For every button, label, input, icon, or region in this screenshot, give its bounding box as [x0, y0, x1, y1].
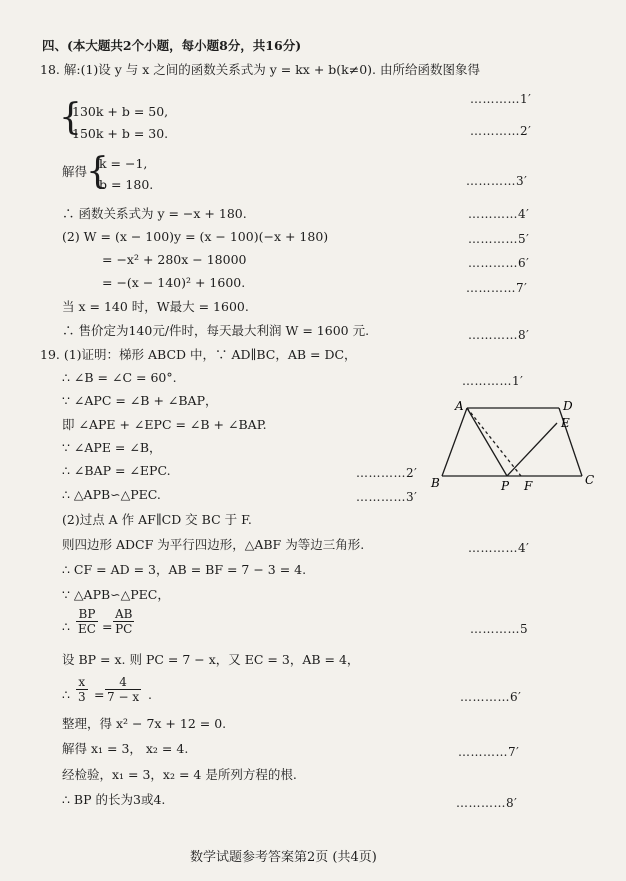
score-mark: …………5 [470, 622, 529, 636]
score-mark: …………4′ [468, 541, 530, 555]
equation-line: 130k + b = 50, [72, 104, 169, 119]
w-line: (2) W = (x − 100)y = (x − 100)(−x + 180) [62, 229, 329, 244]
q19-line: 即 ∠APE + ∠EPC = ∠B + ∠BAP. [62, 417, 267, 432]
q19-line: 经检验，x₁ = 3，x₂ = 4 是所列方程的根. [62, 767, 297, 782]
label-f: F [524, 479, 533, 492]
score-mark: …………8′ [456, 796, 518, 810]
left-brace: { [59, 97, 82, 138]
score-mark: …………3′ [466, 174, 528, 188]
score-mark: …………4′ [468, 207, 530, 221]
w-line: = −(x − 140)² + 1600. [102, 275, 246, 290]
score-mark: …………6′ [468, 256, 530, 270]
trapezoid-figure [426, 396, 606, 492]
q19-line: 则四边形 ADCF 为平行四边形，△ABF 为等边三角形. [62, 537, 365, 552]
score-mark: …………5′ [468, 232, 530, 246]
q19-line: ∵ ∠APE = ∠B， [62, 440, 162, 455]
therefore-symbol: ∴ [62, 619, 70, 634]
label-c: C [585, 473, 595, 487]
q19-line: 整理，得 x² − 7x + 12 = 0. [62, 716, 227, 731]
fraction-ab-pc [113, 607, 134, 636]
q19-line: ∴ △APB∽△PEC. [62, 487, 161, 502]
label-d: D [563, 399, 573, 413]
solution-line: b = 180. [99, 177, 154, 192]
function-line: ∴ 函数关系式为 y = −x + 180. [62, 206, 247, 221]
segment-pe [507, 423, 557, 476]
fraction-bp-ec [76, 607, 98, 636]
equals-sign: = [94, 687, 105, 702]
denominator: PC [115, 622, 133, 636]
q19-line: 19. (1)证明：梯形 ABCD 中，∵ AD∥BC，AB = DC， [40, 347, 357, 362]
therefore-symbol: ∴ [62, 687, 70, 702]
denominator: 3 [78, 690, 86, 704]
left-brace: { [86, 151, 109, 192]
denominator: EC [78, 622, 96, 636]
segment-af [467, 408, 521, 476]
w-line: = −x² + 280x − 18000 [102, 252, 247, 267]
label-p: P [501, 479, 510, 492]
q19-line: 设 BP = x. 则 PC = 7 − x，又 EC = 3，AB = 4， [62, 652, 360, 667]
score-mark: …………8′ [468, 328, 530, 342]
segment-ap [467, 408, 507, 476]
denominator: 7 − x [107, 690, 140, 704]
label-e: E [561, 416, 570, 430]
fraction-x-3 [76, 675, 88, 704]
fraction-4-7mx [105, 675, 141, 704]
period: . [148, 687, 152, 702]
numerator: x [76, 675, 88, 690]
score-mark: …………2′ [356, 466, 418, 480]
score-mark: …………6′ [460, 690, 522, 704]
score-mark: …………2′ [470, 124, 532, 138]
score-mark: …………7′ [466, 281, 528, 295]
q19-line: (2)过点 A 作 AF∥CD 交 BC 于 F. [62, 512, 252, 527]
segment-ab [442, 408, 467, 476]
q19-line: ∵ ∠APC = ∠B + ∠BAP， [62, 393, 218, 408]
solution-line: k = −1, [99, 156, 148, 171]
equals-sign: = [102, 619, 113, 634]
equation-line: 150k + b = 30. [72, 126, 169, 141]
numerator: BP [76, 607, 98, 622]
score-mark: …………7′ [458, 745, 520, 759]
q19-line: ∴ BP 的长为3或4. [62, 792, 166, 807]
section-header: 四、(本大题共2个小题，每小题8分，共16分) [42, 38, 302, 53]
q18-intro: 18. 解:(1)设 y 与 x 之间的函数关系式为 y = kx + b(k≠0). 由所给函数图象得 [40, 62, 480, 77]
solve-prefix: 解得 [62, 164, 88, 179]
label-b: B [431, 476, 440, 490]
q19-line: 解得 x₁ = 3， x₂ = 4. [62, 741, 189, 756]
label-a: A [455, 399, 464, 413]
numerator: 4 [105, 675, 141, 690]
max-line: 当 x = 140 时，W最大 = 1600. [62, 299, 249, 314]
score-mark: …………3′ [356, 490, 418, 504]
numerator: AB [115, 607, 133, 621]
conclusion-line: ∴ 售价定为140元/件时，每天最大利润 W = 1600 元. [62, 323, 370, 338]
score-mark: …………1′ [462, 374, 524, 388]
q19-line: ∴ ∠BAP = ∠EPC. [62, 463, 171, 478]
q19-line: ∵ △APB∽△PEC， [62, 587, 170, 602]
score-mark: …………1′ [470, 92, 532, 106]
page-footer: 数学试题参考答案第2页 (共4页) [190, 850, 377, 865]
q19-line: ∴ CF = AD = 3，AB = BF = 7 − 3 = 4. [62, 562, 307, 577]
q19-line: ∴ ∠B = ∠C = 60°. [62, 370, 177, 385]
